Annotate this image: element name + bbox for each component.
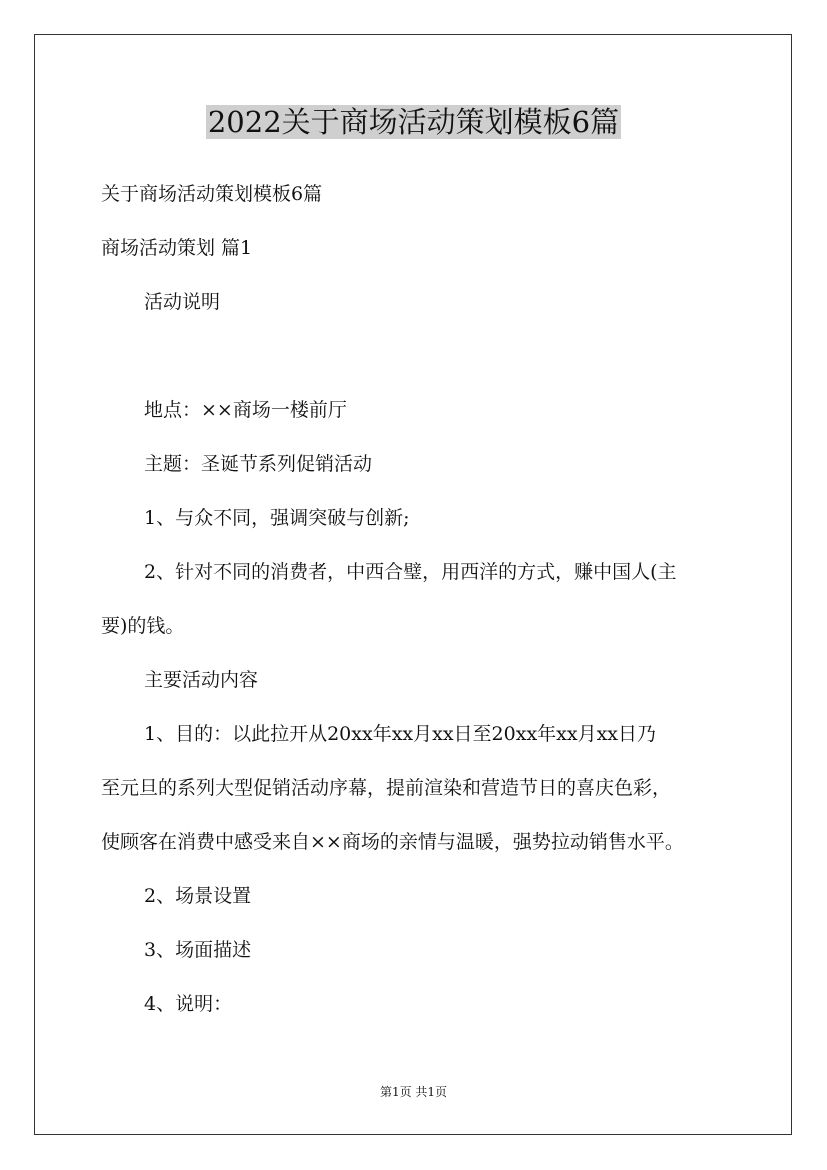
paragraph-note: 4、说明： — [144, 993, 233, 1015]
page-footer: 第1页 共1页 — [379, 1085, 448, 1099]
section-heading: 商场活动策划 篇1 — [101, 237, 253, 259]
paragraph-point-2-line-1: 2、针对不同的消费者，中西合璧，用西洋的方式，赚中国人(主 — [144, 561, 677, 583]
paragraph-main-content: 主要活动内容 — [144, 669, 259, 691]
paragraph-point-1: 1、与众不同，强调突破与创新; — [144, 507, 410, 529]
paragraph-scene-description: 3、场面描述 — [144, 939, 252, 961]
document-title — [0, 100, 827, 144]
paragraph-activity-description: 活动说明 — [144, 291, 221, 313]
paragraph-goal-line-2: 至元旦的系列大型促销活动序幕，提前渲染和营造节日的喜庆色彩， — [101, 777, 672, 799]
paragraph-scene-setup: 2、场景设置 — [144, 885, 252, 907]
paragraph-theme: 主题：圣诞节系列促销活动 — [144, 453, 373, 475]
paragraph-goal-line-1: 1、目的：以此拉开从20xx年xx月xx日至20xx年xx月xx日乃 — [144, 723, 657, 745]
paragraph-goal-line-3: 使顾客在消费中感受来自××商场的亲情与温暖，强势拉动销售水平。 — [101, 831, 684, 853]
paragraph-location: 地点：××商场一楼前厅 — [144, 399, 347, 421]
document-title-text: 2022关于商场活动策划模板6篇 — [207, 105, 620, 139]
document-subtitle: 关于商场活动策划模板6篇 — [101, 183, 323, 205]
paragraph-point-2-line-2: 要)的钱。 — [101, 615, 185, 637]
